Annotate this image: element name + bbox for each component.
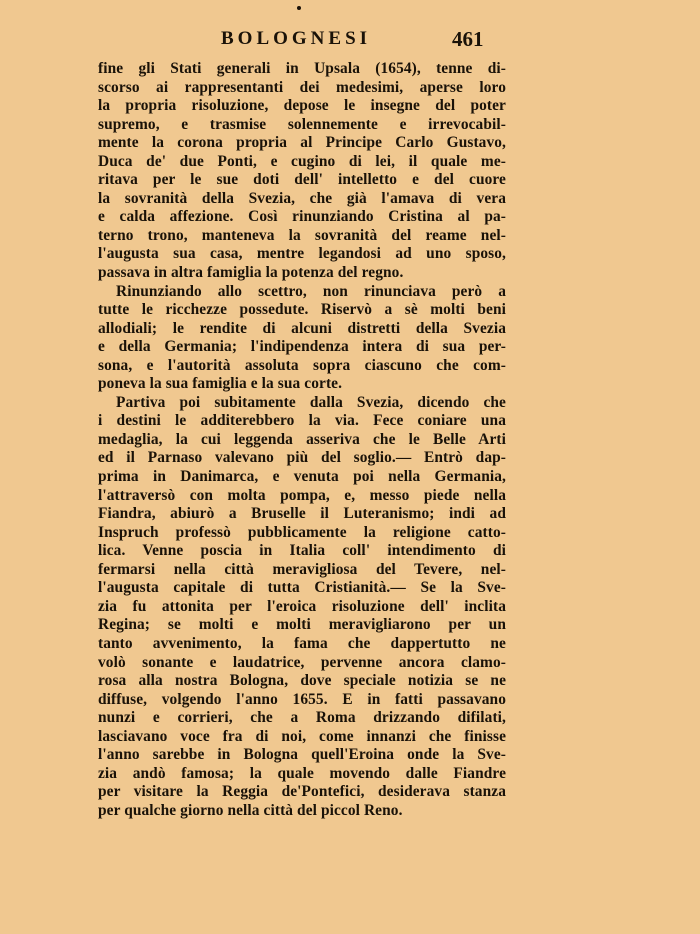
text-line: l'anno sarebbe in Bologna quell'Eroina onde la Sve- (98, 746, 506, 764)
text-line: terno trono, manteneva la sovranità del reame nel- (98, 226, 506, 244)
text-line: Rinunziando allo scettro, non rinunciava però a (116, 282, 506, 300)
text-line: prima in Danimarca, e venuta poi nella Germania, (98, 468, 506, 486)
text-line: fine gli Stati generali in Upsala (1654), tenne di- (98, 60, 506, 77)
text-line: passava in altra famiglia la potenza del regno. (98, 264, 404, 282)
text-line: i destini le additerebbero la via. Fece coniare una (98, 412, 506, 430)
text-line: mente la corona propria al Principe Carlo Gustavo, (98, 134, 506, 152)
text-line: Partiva poi subitamente dalla Svezia, dicendo che (116, 393, 506, 411)
text-line: per visitare la Reggia de'Pontefici, desiderava stanza (98, 783, 506, 801)
text-line: ritava per le sue doti dell' intelletto e del cuore (98, 171, 506, 189)
text-line: l'augusta sua casa, mentre legandosi ad uno sposo, (98, 245, 506, 263)
text-line: Inspruch professò pubblicamente la religione catto- (98, 523, 506, 541)
text-line: scorso ai rappresentanti dei medesimi, aperse loro (98, 78, 506, 96)
page-number: 461 (452, 27, 484, 51)
text-line: la propria risoluzione, depose le insegne del poter (98, 97, 506, 115)
text-line: per qualche giorno nella città del piccol Reno. (98, 801, 403, 819)
body-text (98, 60, 506, 820)
text-line: tutte le ricchezze possedute. Riservò a sè molti beni (98, 301, 506, 319)
text-line: l'attraversò con molta pompa, e, messo piede nella (98, 486, 506, 504)
text-line: e calda affezione. Così rinunziando Cristina al pa- (98, 208, 506, 226)
text-line: zia fu attonita per l'eroica risoluzione dell' inclita (98, 597, 506, 615)
running-head: BOLOGNESI (221, 28, 372, 49)
printer-mark (297, 6, 301, 10)
text-line: e della Germania; l'indipendenza intera di sua per- (98, 338, 506, 356)
text-line: diffuse, volgendo l'anno 1655. E in fatti passavano (98, 690, 506, 708)
text-line: poneva la sua famiglia e la sua corte. (98, 375, 343, 393)
text-line: la sovranità della Svezia, che già l'amava di vera (98, 189, 506, 207)
text-line: volò sonante e laudatrice, pervenne ancora clamo- (98, 653, 506, 671)
text-line: l'augusta capitale di tutta Cristianità.— Se la Sve- (98, 579, 506, 597)
text-line: ed il Parnaso valevano più del soglio.— Entrò dap- (98, 449, 506, 467)
text-line: Regina; se molti e molti meravigliarono per un (98, 616, 506, 634)
text-line: rosa alla nostra Bologna, dove speciale notizia se ne (98, 672, 506, 690)
text-line: zia andò famosa; la quale movendo dalle Fiandre (98, 764, 506, 782)
text-line: medaglia, la cui leggenda asseriva che le Belle Arti (98, 430, 506, 448)
text-line: fermarsi nella città meravigliosa del Tevere, nel- (98, 560, 506, 578)
text-line: lasciavano voce fra di noi, come innanzi che finisse (98, 727, 506, 745)
text-line: Duca de' due Ponti, e cugino di lei, il quale me- (98, 152, 506, 170)
text-line: Fiandra, abiurò a Bruselle il Luteranismo; indi ad (98, 505, 506, 523)
text-line: allodiali; le rendite di alcuni distretti della Svezia (98, 319, 506, 337)
text-line: sona, e l'autorità assoluta sopra ciascuno che com- (98, 356, 506, 374)
text-line: supremo, e trasmise solennemente e irrevocabil- (98, 115, 506, 133)
text-line: tanto avvenimento, la fama che dappertutto ne (98, 634, 506, 652)
text-line: lica. Venne poscia in Italia coll' intendimento di (98, 542, 506, 560)
text-line: nunzi e corrieri, che a Roma drizzando difilati, (98, 709, 506, 727)
